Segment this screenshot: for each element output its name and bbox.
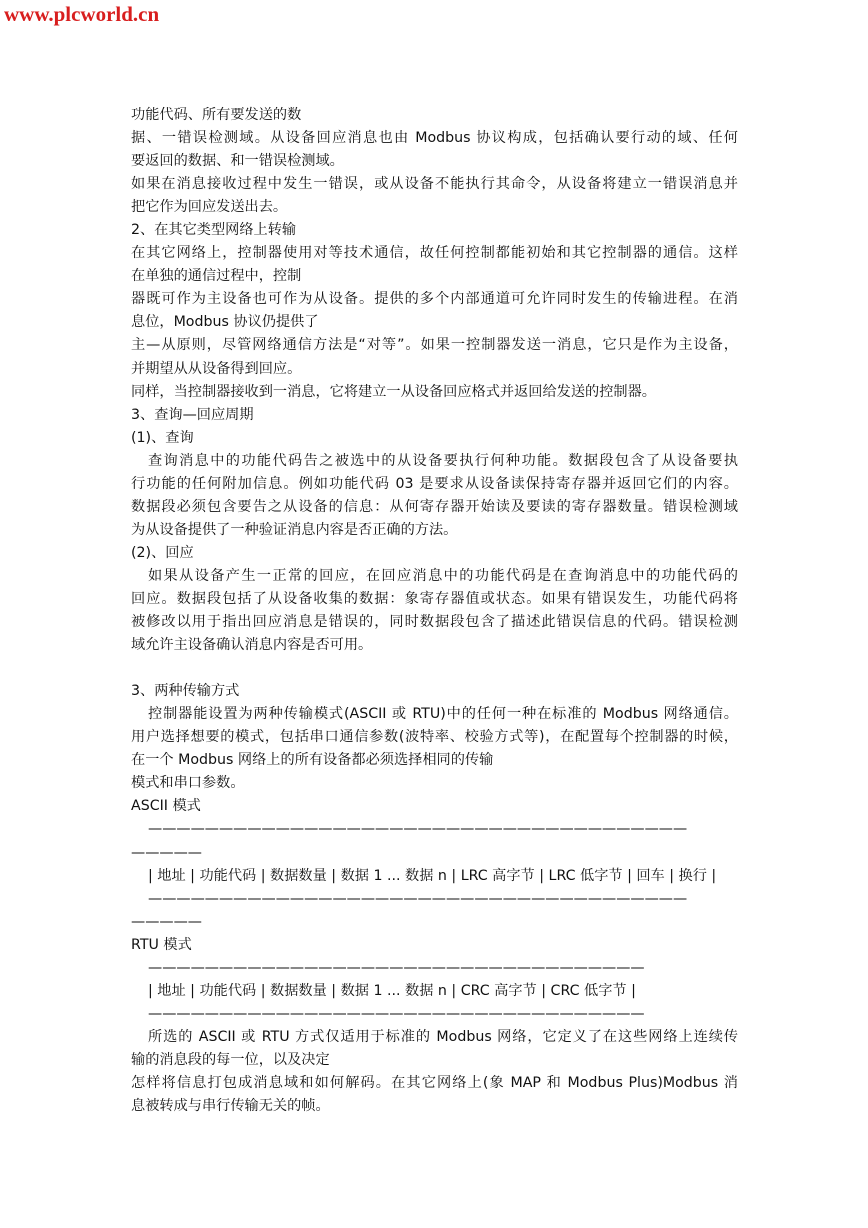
frame-border-line: —————————————————————————————————————— <box>148 821 688 838</box>
section-heading: 3、两种传输方式 <box>131 683 240 700</box>
text-line: 把它作为回应发送出去。 <box>131 199 288 216</box>
text-line: 在一个 Modbus 网络上的所有设备都必须选择相同的传输 <box>131 752 494 769</box>
text-line: 控制器能设置为两种传输模式(ASCII 或 RTU)中的任何一种在标准的 Modbus 网络通信。 <box>148 706 738 723</box>
rtu-mode-label: RTU 模式 <box>131 936 192 953</box>
text-line: 要返回的数据、和一错误检测域。 <box>131 153 344 170</box>
text-line: 输的消息段的每一位，以及决定 <box>131 1051 330 1068</box>
text-line: 如果在消息接收过程中发生一错误，或从设备不能执行其命令，从设备将建立一错误消息并 <box>131 176 738 193</box>
text-line: 为从设备提供了一种验证消息内容是否正确的方法。 <box>131 521 458 538</box>
text-line: 据、一错误检测域。从设备回应消息也由 Modbus 协议构成，包括确认要行动的域、任何 <box>131 130 738 147</box>
heading-response <box>131 542 738 565</box>
frame-border-line: ——————————————————————————————————— <box>148 959 645 976</box>
text-line: 回应。数据段包括了从设备收集的数据：象寄存器值或状态。如果有错误发生，功能代码将 <box>131 590 738 607</box>
text-line: 器既可作为主设备也可作为从设备。提供的多个内部通道可允许同时发生的传输进程。在消 <box>131 291 738 308</box>
paragraph-response <box>131 565 738 657</box>
text-line: 查询消息中的功能代码告之被选中的从设备要执行何种功能。数据段包含了从设备要执 <box>148 452 738 469</box>
text-line: 在其它网络上，控制器使用对等技术通信，故任何控制都能初始和其它控制器的通信。这样 <box>131 245 738 262</box>
text-line: 主—从原则，尽管网络通信方法是“对等”。如果一控制器发送一消息，它只是作为主设备， <box>131 337 738 354</box>
paragraph-peer-to-peer <box>131 242 738 403</box>
text-line: 数据段必须包含要告之从设备的信息：从何寄存器开始读及要读的寄存器数量。错误检测域 <box>131 498 738 515</box>
text-line: 同样，当控制器接收到一消息，它将建立一从设备回应格式并返回给发送的控制器。 <box>131 383 656 400</box>
heading-transmission-modes <box>131 680 738 703</box>
subsection-heading: (1)、查询 <box>131 429 194 446</box>
frame-border-line: ————— <box>131 913 202 930</box>
text-line: 息被转成与串行传输无关的帧。 <box>131 1098 330 1115</box>
text-line: 用户选择想要的模式，包括串口通信参数(波特率、校验方式等)，在配置每个控制器的时候， <box>131 729 738 746</box>
paragraph-query <box>131 450 738 542</box>
frame-border-line: ————— <box>131 844 202 861</box>
text-line: 息位，Modbus 协议仍提供了 <box>131 314 319 331</box>
rtu-frame-fields: | 地址 | 功能代码 | 数据数量 | 数据 1 ... 数据 n | CRC 高字节 | CRC 低字节 | <box>148 982 636 999</box>
ascii-mode-label: ASCII 模式 <box>131 798 201 815</box>
text-line: 所选的 ASCII 或 RTU 方式仅适用于标准的 Modbus 网络，它定义了在这些网络上连续传 <box>148 1028 738 1045</box>
heading-query-response-cycle <box>131 404 738 450</box>
text-line: 域允许主设备确认消息内容是否可用。 <box>131 637 373 654</box>
watermark-url: www.plcworld.cn <box>4 2 160 26</box>
section-heading: 2、在其它类型网络上转输 <box>131 222 297 239</box>
document-body <box>131 104 738 1118</box>
ascii-frame-block <box>131 795 738 933</box>
text-line: 怎样将信息打包成消息域和如何解码。在其它网络上(象 MAP 和 Modbus Plus)Modbus 消 <box>131 1074 738 1091</box>
text-line: 行功能的任何附加信息。例如功能代码 03 是要求从设备读保持寄存器并返回它们的内容。 <box>131 475 738 492</box>
text-line: 功能代码、所有要发送的数 <box>131 107 302 123</box>
text-line: 如果从设备产生一正常的回应，在回应消息中的功能代码是在查询消息中的功能代码的 <box>148 567 738 584</box>
frame-border-line: —————————————————————————————————————— <box>148 890 688 907</box>
blank-line <box>131 657 738 680</box>
text-line: 并期望从从设备得到回应。 <box>131 360 302 377</box>
paragraph-transmission-modes <box>131 703 738 795</box>
section-heading: 3、查询—回应周期 <box>131 406 254 423</box>
ascii-frame-fields: | 地址 | 功能代码 | 数据数量 | 数据 1 ... 数据 n | LRC 高字节 | LRC 低字节 | 回车 | 换行 | <box>148 867 717 884</box>
text-line: 被修改以用于指出回应消息是错误的，同时数据段包含了描述此错误信息的代码。错误检测 <box>131 614 738 631</box>
subsection-heading: (2)、回应 <box>131 544 194 561</box>
heading-other-networks <box>131 219 738 242</box>
rtu-frame-block <box>131 934 738 1026</box>
frame-border-line: ——————————————————————————————————— <box>148 1005 645 1022</box>
paragraph-mode-scope <box>131 1026 738 1118</box>
text-line: 在单独的通信过程中，控制 <box>131 268 302 285</box>
paragraph-message-structure <box>131 104 738 219</box>
text-line: 模式和串口参数。 <box>131 775 245 792</box>
